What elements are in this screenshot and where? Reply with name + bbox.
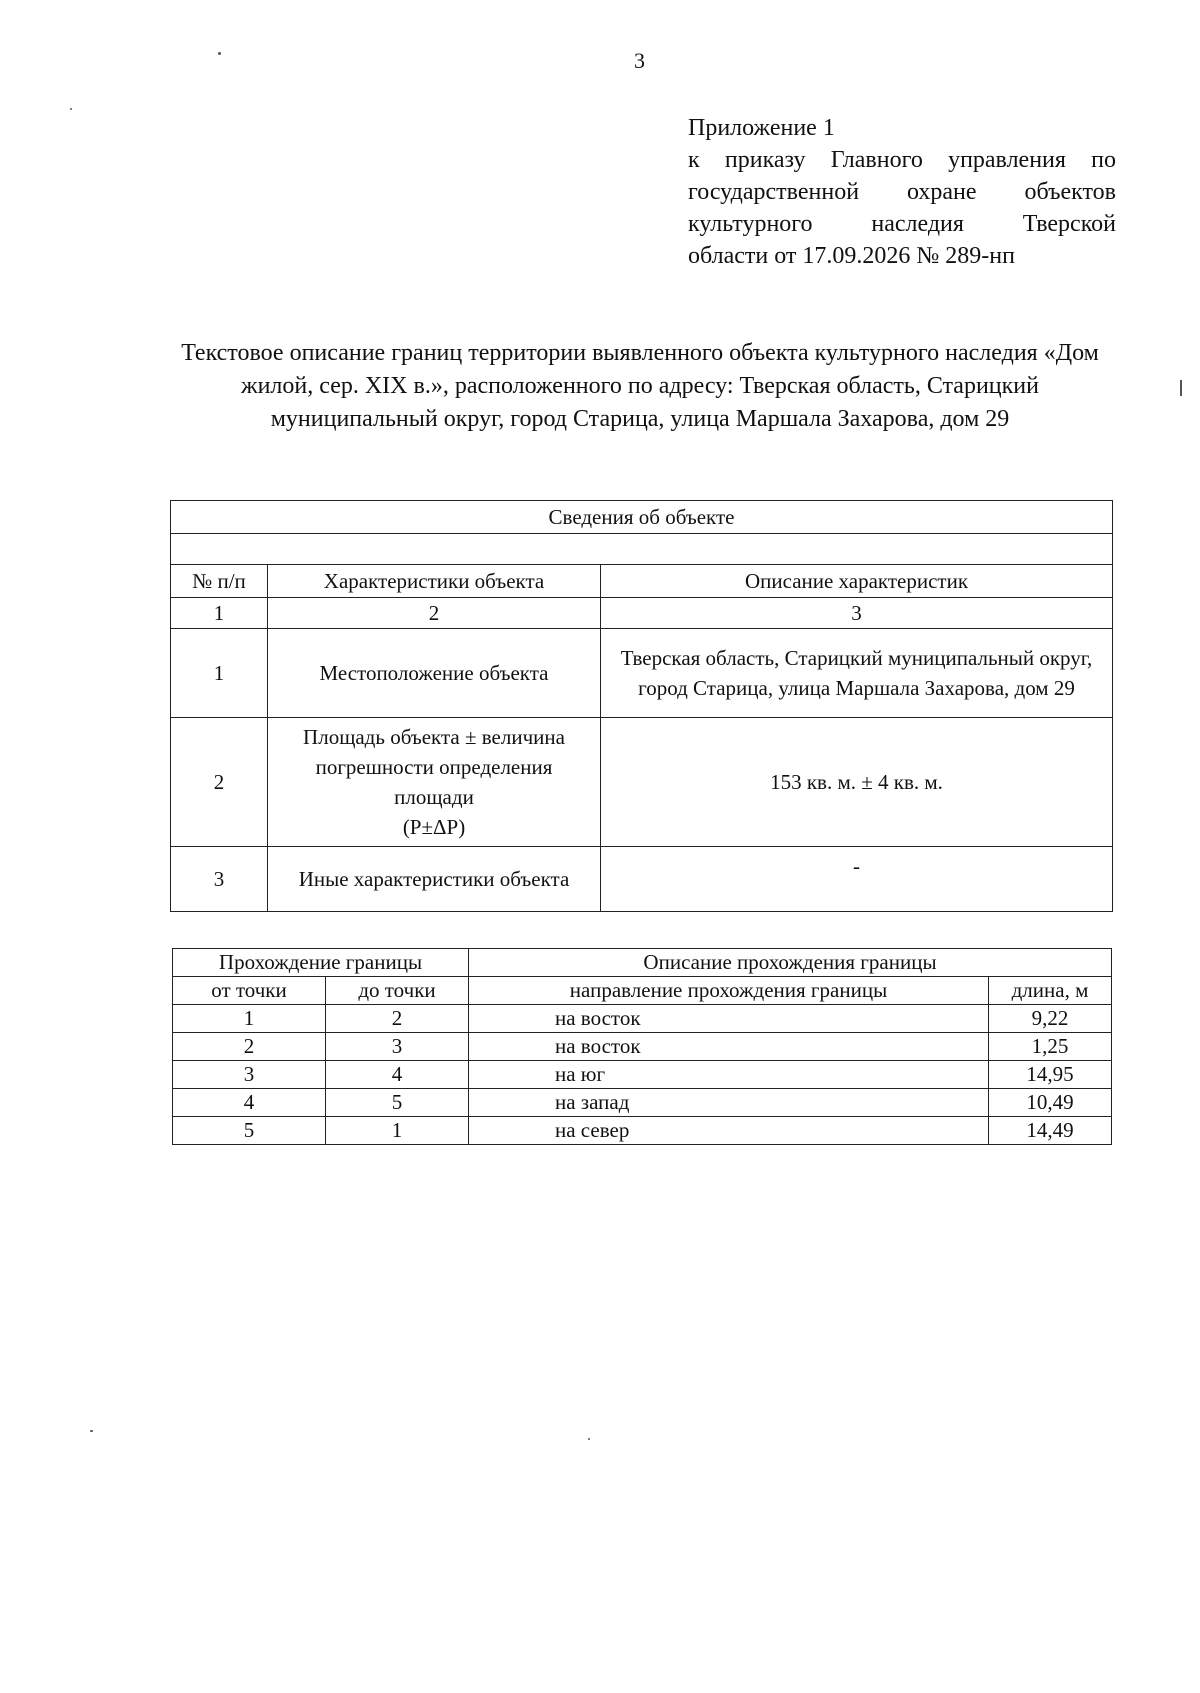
to-point: 4 xyxy=(326,1061,469,1089)
column-header: № п/п xyxy=(171,565,268,598)
column-header: Характеристики объекта xyxy=(268,565,601,598)
appendix-line: государственной охране объектов xyxy=(688,179,1116,205)
scan-speck xyxy=(1180,380,1182,396)
boundary-subheader-row xyxy=(173,977,1112,1005)
table-header-row xyxy=(171,565,1113,598)
boundary-table xyxy=(172,948,1112,1145)
table-title: Сведения об объекте xyxy=(171,501,1113,534)
row-name: Местоположение объекта xyxy=(268,629,601,718)
appendix-block xyxy=(688,112,1116,272)
column-header: Описание характеристик xyxy=(601,565,1113,598)
row-number: 3 xyxy=(171,847,268,912)
length: 9,22 xyxy=(989,1005,1112,1033)
to-point: 3 xyxy=(326,1033,469,1061)
column-header: от точки xyxy=(173,977,326,1005)
row-value: - xyxy=(601,847,1113,912)
row-number: 1 xyxy=(171,629,268,718)
appendix-line: Приложение 1 xyxy=(688,115,835,141)
length: 14,95 xyxy=(989,1061,1112,1089)
row-value: Тверская область, Старицкий муниципальный округ, город Старица, улица Маршала Захарова, дом 29 xyxy=(601,629,1113,718)
column-header: до точки xyxy=(326,977,469,1005)
table-row xyxy=(171,847,1113,912)
table-title-row xyxy=(171,501,1113,534)
appendix-line: области от 17.09.2026 № 289-нп xyxy=(688,243,1015,269)
row-value: 153 кв. м. ± 4 кв. м. xyxy=(601,718,1113,847)
empty-cell xyxy=(171,534,1113,565)
table-row xyxy=(173,1117,1112,1145)
from-point: 4 xyxy=(173,1089,326,1117)
table-row xyxy=(173,1033,1112,1061)
appendix-line: культурного наследия Тверской xyxy=(688,211,1116,237)
direction: на восток xyxy=(469,1033,989,1061)
row-name-formula: (Р±ΔР) xyxy=(402,815,466,839)
length: 14,49 xyxy=(989,1117,1112,1145)
direction: на запад xyxy=(469,1089,989,1117)
length: 1,25 xyxy=(989,1033,1112,1061)
row-name-cell xyxy=(268,718,601,847)
scan-speck xyxy=(90,1430,93,1432)
table-row xyxy=(171,718,1113,847)
index-cell: 1 xyxy=(171,598,268,629)
direction: на юг xyxy=(469,1061,989,1089)
boundary-header-row xyxy=(173,949,1112,977)
index-cell: 2 xyxy=(268,598,601,629)
from-point: 3 xyxy=(173,1061,326,1089)
scan-speck xyxy=(218,52,221,55)
page-number: 3 xyxy=(634,48,645,73)
from-point: 5 xyxy=(173,1117,326,1145)
from-point: 1 xyxy=(173,1005,326,1033)
to-point: 2 xyxy=(326,1005,469,1033)
document-heading: Текстовое описание границ территории выявленного объекта культурного наследия «Дом жилой, сер. XIX в.», расположенного по адресу: Тверская область, Старицкий муниципальный округ, город Старица, улица Маршала Захарова, дом 29 xyxy=(181,340,1099,432)
direction: на север xyxy=(469,1117,989,1145)
table-spacer-row xyxy=(171,534,1113,565)
table-row xyxy=(171,629,1113,718)
table-row xyxy=(173,1061,1112,1089)
to-point: 1 xyxy=(326,1117,469,1145)
object-info-table xyxy=(170,500,1113,912)
to-point: 5 xyxy=(326,1089,469,1117)
scan-speck xyxy=(70,108,72,110)
row-number: 2 xyxy=(171,718,268,847)
direction: на восток xyxy=(469,1005,989,1033)
column-header: направление прохождения границы xyxy=(469,977,989,1005)
table-row xyxy=(173,1089,1112,1117)
length: 10,49 xyxy=(989,1089,1112,1117)
boundary-header-right: Описание прохождения границы xyxy=(469,949,1112,977)
row-name: Площадь объекта ± величина погрешности определения площади xyxy=(303,725,565,809)
appendix-line: к приказу Главного управления по xyxy=(688,147,1116,173)
boundary-header-left: Прохождение границы xyxy=(173,949,469,977)
column-header: длина, м xyxy=(989,977,1112,1005)
scan-speck xyxy=(588,1438,590,1440)
index-cell: 3 xyxy=(601,598,1113,629)
from-point: 2 xyxy=(173,1033,326,1061)
table-row xyxy=(173,1005,1112,1033)
table-index-row xyxy=(171,598,1113,629)
row-name: Иные характеристики объекта xyxy=(268,847,601,912)
